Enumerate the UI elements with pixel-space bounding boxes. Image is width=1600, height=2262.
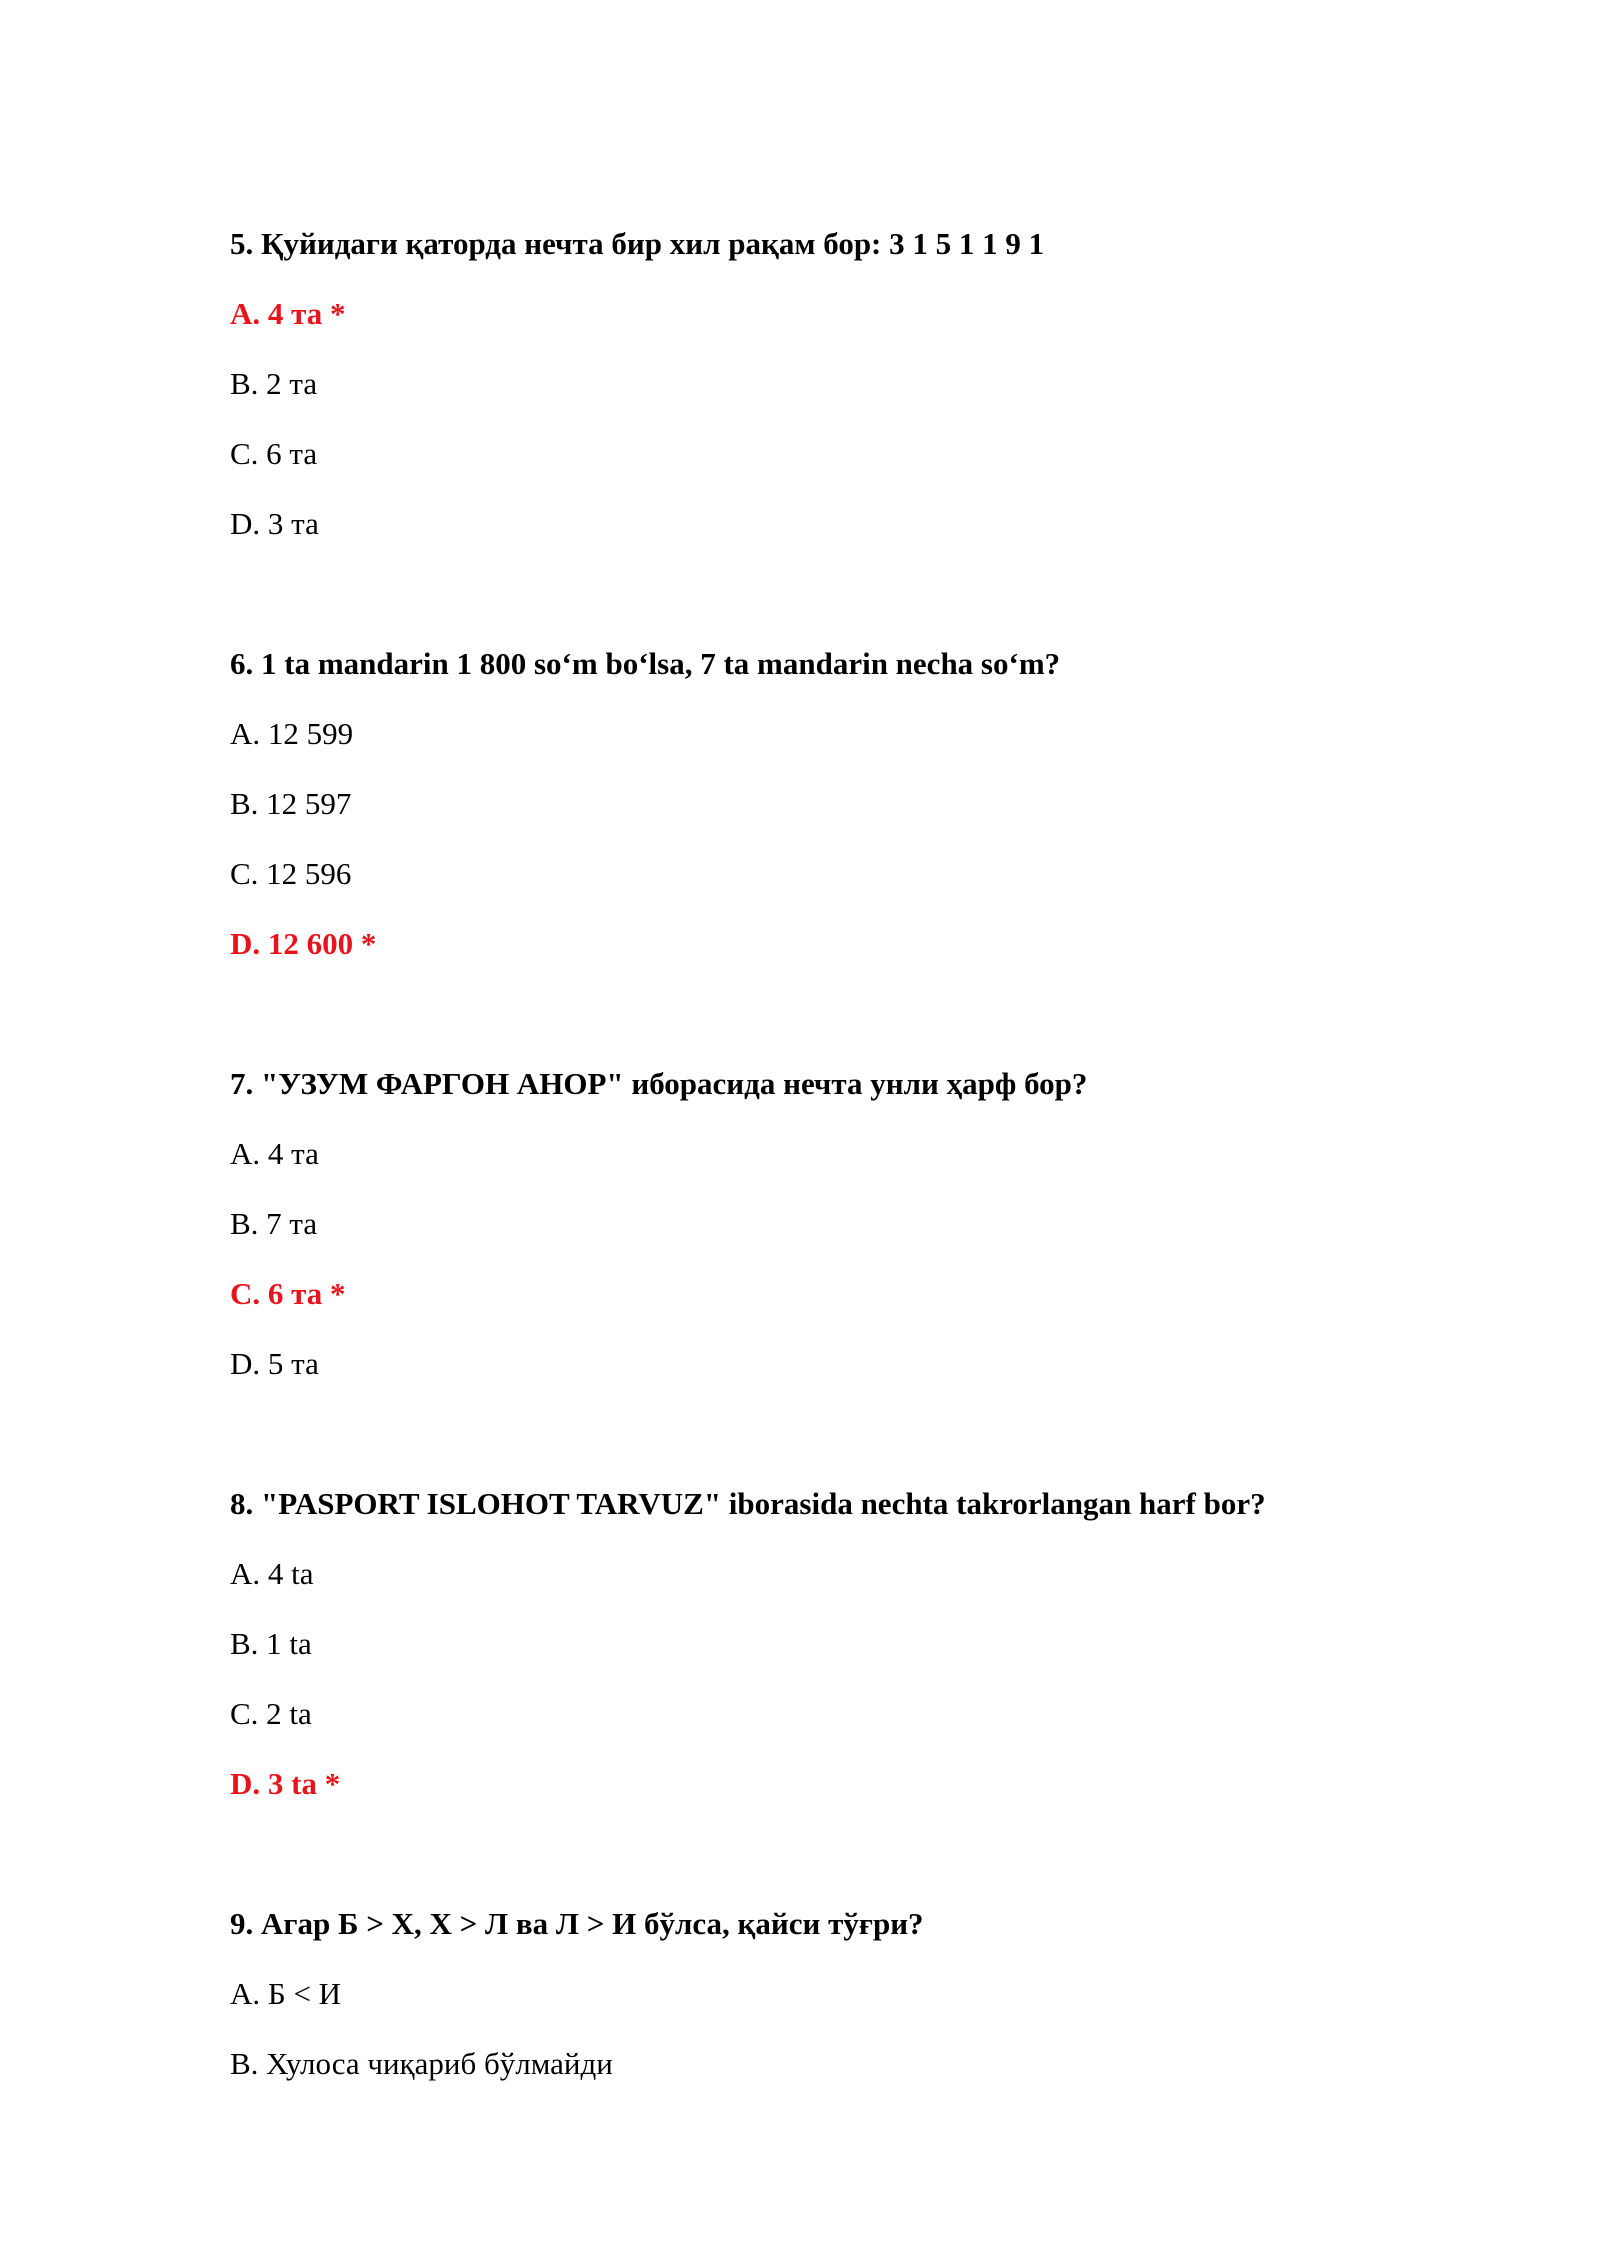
answer-option: D. 5 та — [230, 1346, 319, 1381]
answer-option: A. 4 ta — [230, 1556, 314, 1591]
answer-option: A. 4 та — [230, 1136, 319, 1171]
question-text: 6. 1 ta mandarin 1 800 so‘m bo‘lsa, 7 ta mandarin necha so‘m? — [230, 646, 1061, 681]
answer-option: B. 1 ta — [230, 1626, 312, 1661]
answer-option: A. Б < И — [230, 1976, 342, 2011]
question-text: 9. Агар Б > Х, Х > Л ва Л > И бўлса, қайси тўғри? — [230, 1906, 924, 1941]
question-text: 5. Қуйидаги қаторда нечта бир хил рақам бор: 3 1 5 1 1 9 1 — [230, 226, 1045, 261]
answer-option: B. 2 та — [230, 366, 318, 401]
question-8 — [230, 1488, 1530, 1838]
question-6 — [230, 648, 1530, 998]
answer-option: B. Хулоса чиқариб бўлмайди — [230, 2046, 613, 2081]
question-text: 7. "УЗУМ ФАРГОН АНОР" иборасида нечта унли ҳарф бор? — [230, 1066, 1088, 1101]
answer-option: C. 6 та — [230, 436, 318, 471]
answer-option: D. 12 600 * — [230, 926, 377, 961]
answer-option: D. 3 та — [230, 506, 319, 541]
answer-option: A. 4 та * — [230, 296, 346, 331]
answer-option: C. 12 596 — [230, 856, 352, 891]
answer-option: B. 12 597 — [230, 786, 352, 821]
answer-option: C. 6 та * — [230, 1276, 346, 1311]
answer-option: D. 3 ta * — [230, 1766, 341, 1801]
question-5 — [230, 228, 1530, 578]
answer-option: B. 7 та — [230, 1206, 318, 1241]
answer-option: C. 2 ta — [230, 1696, 312, 1731]
answer-option: A. 12 599 — [230, 716, 354, 751]
question-9 — [230, 1908, 1530, 2118]
question-7 — [230, 1068, 1530, 1418]
question-text: 8. "PASPORT ISLOHOT TARVUZ" iborasida nechta takrorlangan harf bor? — [230, 1486, 1266, 1521]
